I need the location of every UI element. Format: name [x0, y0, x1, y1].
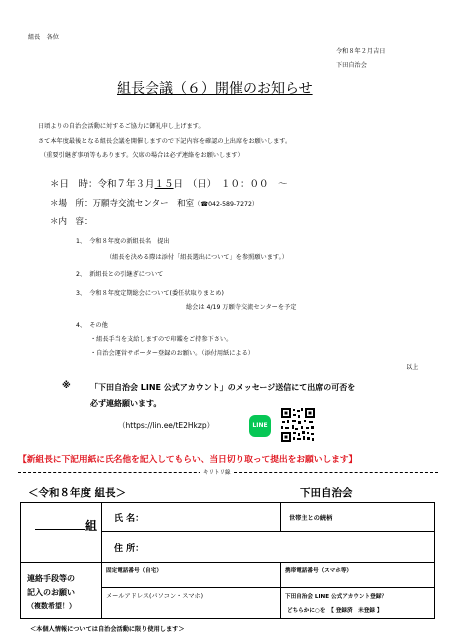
- item-num: 4、: [76, 322, 84, 329]
- line-question: 下田自治会 LINE 公式アカウント登録？: [285, 594, 387, 600]
- address-label: 住 所：: [114, 544, 145, 554]
- registration-form: [20, 502, 435, 619]
- contact-label-1: 連絡手段等の: [27, 574, 75, 583]
- contact-label-3: （複数希望！）: [27, 602, 76, 610]
- intro-line-2: さて本年度最後となる組長会議を開催しますので下記内容を確認の上出席をお願いします。: [38, 138, 292, 145]
- cut-line-label: キリトリ線: [200, 468, 234, 476]
- relation-cell[interactable]: [281, 503, 435, 532]
- notice-line-1: 「下田自治会 LINE 公式アカウント」のメッセージ送信にて出席の可否を: [90, 383, 356, 392]
- place-tel: （☎042-589-7272）: [194, 201, 259, 208]
- notice-mark: ※: [62, 381, 71, 391]
- intro-line-1: 日頃よりの自治会活動に対するご協力に御礼申し上げます。: [38, 123, 205, 130]
- item-4: [76, 320, 108, 329]
- item-text: 新組長との引継ぎについて: [89, 271, 164, 278]
- landline-cell[interactable]: [102, 563, 281, 588]
- item-num: 1、: [76, 238, 84, 245]
- meeting-datetime: [50, 176, 288, 190]
- form-org: 下田自治会: [300, 487, 353, 499]
- item-3: [76, 288, 224, 297]
- red-banner: 【新組長に下記用紙に氏名他を記入してもらい、当日切り取って提出をお願いします】: [18, 455, 358, 465]
- item-text: その他: [89, 322, 108, 329]
- name-label: 氏 名：: [114, 514, 145, 524]
- kumi-label: 組: [85, 519, 98, 533]
- notice-url[interactable]: （https://lin.ee/tE2Hkzp）: [118, 421, 215, 430]
- organization: 下田自治会: [336, 62, 367, 69]
- place-text: 万願寺交流センター 和室: [92, 199, 195, 209]
- email-cell[interactable]: [102, 588, 281, 619]
- ijou: 以上: [406, 364, 419, 371]
- contact-label-cell: [21, 563, 102, 619]
- privacy-footer: ＜本個人情報については自治会活動に限り使用します＞: [30, 626, 185, 633]
- line-registration-cell[interactable]: [281, 588, 435, 619]
- content-label: ＊内 容：: [50, 217, 93, 227]
- form-heading: ＜令和８年度 組長＞: [28, 487, 127, 499]
- relation-label: 世帯主との続柄: [289, 515, 333, 522]
- item-text: 令和８年度定期総会について(委任状取りまとめ): [89, 290, 224, 297]
- item-3-sub: 総会は 4/19 万願寺交流センターを予定: [186, 304, 297, 311]
- email-label: メールアドレス(パソコン・スマホ): [106, 593, 204, 600]
- issue-date: 令和８年２月吉日: [336, 48, 386, 55]
- date-text: 令和７年３月: [97, 179, 155, 190]
- date-day: １５: [154, 179, 174, 190]
- item-num: 2、: [76, 271, 84, 278]
- meeting-place: [50, 197, 258, 209]
- kumi-underline: [35, 529, 85, 530]
- item-4-bullet-1: ・組長手当を支給しますので印鑑をご持参下さい。: [90, 336, 233, 343]
- place-label: ＊場 所：: [50, 199, 93, 209]
- item-text: 令和８年度の新組長名 提出: [89, 238, 170, 245]
- date-rest: 日 （日） １０：００ ～: [173, 179, 288, 190]
- page-title: 組長会議（６）開催のお知らせ: [117, 81, 313, 97]
- item-2: [76, 269, 163, 278]
- qr-code-icon[interactable]: [280, 407, 316, 443]
- contact-label-2: 記入のお願い: [27, 588, 75, 597]
- line-logo-icon: LINE: [249, 415, 271, 437]
- line-choice[interactable]: どちらかに○を 【 登録済 未登録 】: [287, 608, 383, 614]
- name-cell[interactable]: [102, 503, 281, 532]
- mobile-label: 携帯電話番号（スマホ等）: [285, 568, 353, 574]
- landline-label: 固定電話番号（自宅）: [106, 568, 162, 574]
- item-4-bullet-2: ・自治会運営サポーター登録のお願い。（添付用紙による）: [90, 350, 254, 357]
- item-1: [76, 236, 170, 245]
- item-num: 3、: [76, 290, 84, 297]
- qr-code-graphic: [280, 407, 316, 443]
- intro-line-3: （重要引継ぎ事項等もあります。欠席の場合は必ず連絡をお願いします）: [40, 152, 244, 159]
- kumi-cell[interactable]: [21, 503, 102, 563]
- notice-line-2: 必ず連絡願います。: [90, 399, 162, 408]
- address-cell[interactable]: [102, 532, 435, 563]
- addressee: 組長 各位: [28, 34, 59, 41]
- mobile-cell[interactable]: [281, 563, 435, 588]
- date-label: ＊日 時：: [50, 179, 98, 190]
- item-1-sub: （組長を決める際は添付「組長選出について」を参照願います。）: [106, 254, 288, 261]
